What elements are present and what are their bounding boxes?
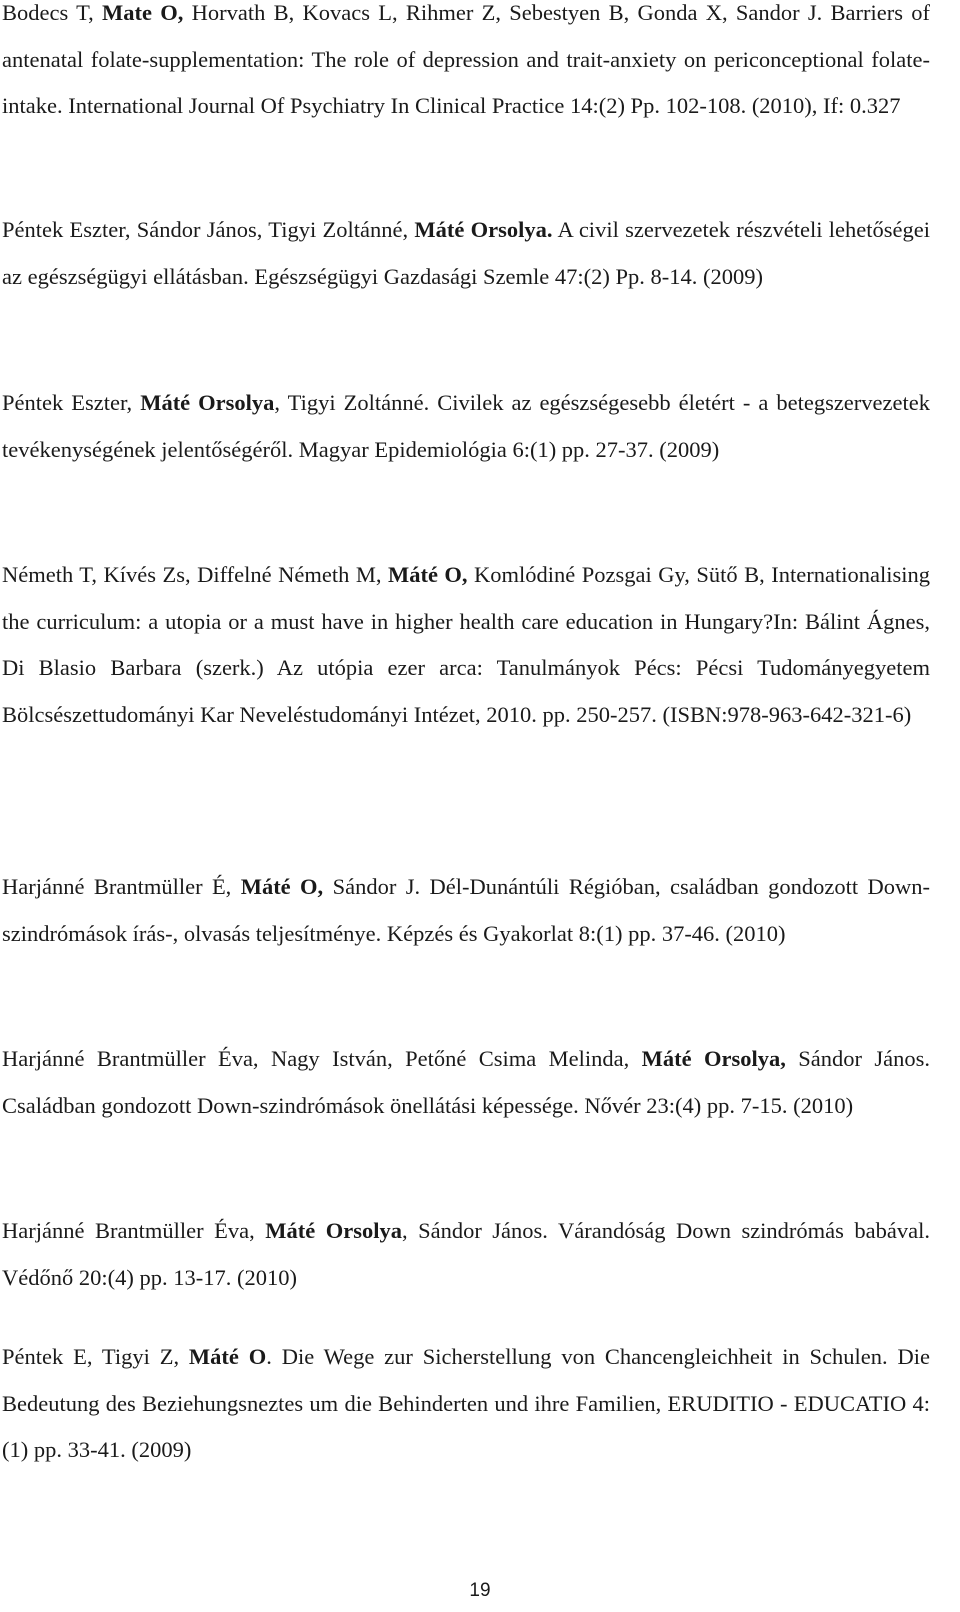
reference-highlighted-author: Máté O bbox=[188, 1344, 267, 1369]
reference-entry-3 bbox=[2, 380, 930, 473]
reference-details: Sándor J. Dél-Dunántúli Régióban, családban gondozott Down-szindrómások írás-, olvasás teljesítménye. Képzés és Gyakorlat 8:(1) pp. 37-46. (2010) bbox=[2, 874, 931, 946]
reference-entry-5 bbox=[2, 864, 930, 957]
reference-details: , Sándor János. Várandóság Down szindrómás babával. Védőnő 20:(4) pp. 13-17. (2010) bbox=[2, 1218, 930, 1290]
reference-highlighted-author: Máté Orsolya bbox=[265, 1218, 402, 1243]
reference-entry-2 bbox=[2, 207, 930, 300]
reference-highlighted-author: Máté O, bbox=[387, 562, 468, 587]
reference-details: , Tigyi Zoltánné. Civilek az egészségesebb életért - a betegszervezetek tevékenységének jelentőségéről. Magyar Epidemiológia 6:(1) pp. 27-37. (2009) bbox=[2, 390, 930, 462]
reference-details: Sándor János. Családban gondozott Down-szindrómások önellátási képessége. Nővér 23:(4) pp. 7-15. (2010) bbox=[2, 1046, 930, 1118]
reference-details: . Die Wege zur Sicherstellung von Chancengleichheit in Schulen. Die Bedeutung des Beziehungsneztes um die Behinderten und ihre Familien, ERUDITIO - EDUCATIO 4:(1) pp. 33-41. (2009) bbox=[2, 1344, 930, 1462]
reference-details: Horvath B, Kovacs L, Rihmer Z, Sebestyen B, Gonda X, Sandor J. Barriers of antenatal folate-supplementation: The role of depression and trait-anxiety on periconceptional folate-intake. International Journal Of Psychiatry In Clinical Practice 14:(2) Pp. 102-108. (2010), If: 0.327 bbox=[2, 0, 930, 118]
reference-details: A civil szervezetek részvételi lehetőségei az egészségügyi ellátásban. Egészségügyi Gazdasági Szemle 47:(2) Pp. 8-14. (2009) bbox=[2, 217, 930, 289]
reference-highlighted-author: Mate O, bbox=[102, 0, 184, 25]
reference-entry-8 bbox=[2, 1334, 930, 1474]
reference-entry-6 bbox=[2, 1036, 930, 1129]
reference-entry-4 bbox=[2, 552, 930, 738]
reference-details: Komlódiné Pozsgai Gy, Sütő B, Internationalising the curriculum: a utopia or a must have in higher health care education in Hungary?In: Bálint Ágnes, Di Blasio Barbara (szerk.) Az utópia ezer arca: Tanulmányok Pécs: Pécsi Tudományegyetem Bölcsészettudományi Kar Neveléstudományi Intézet, 2010. pp. 250-257. (ISBN:978-963-642-321-6) bbox=[2, 562, 930, 727]
reference-highlighted-author: Máté Orsolya, bbox=[641, 1046, 786, 1071]
reference-highlighted-author: Máté Orsolya bbox=[140, 390, 275, 415]
reference-entry-7 bbox=[2, 1208, 930, 1301]
reference-authors-before: Németh T, Kívés Zs, Diffelné Németh M, bbox=[2, 562, 388, 587]
reference-authors-before: Péntek Eszter, Sándor János, Tigyi Zoltánné, bbox=[2, 217, 415, 242]
reference-entry-1 bbox=[2, 0, 930, 130]
reference-authors-before: Bodecs T, bbox=[2, 0, 103, 25]
reference-highlighted-author: Máté O, bbox=[240, 874, 324, 899]
reference-highlighted-author: Máté Orsolya. bbox=[414, 217, 553, 242]
reference-authors-before: Harjánné Brantmüller Éva, Nagy István, Petőné Csima Melinda, bbox=[2, 1046, 642, 1071]
reference-authors-before: Péntek Eszter, bbox=[2, 390, 141, 415]
reference-authors-before: Péntek E, Tigyi Z, bbox=[2, 1344, 189, 1369]
reference-authors-before: Harjánné Brantmüller É, bbox=[2, 874, 241, 899]
page-number: 19 bbox=[469, 1580, 491, 1601]
reference-authors-before: Harjánné Brantmüller Éva, bbox=[2, 1218, 266, 1243]
